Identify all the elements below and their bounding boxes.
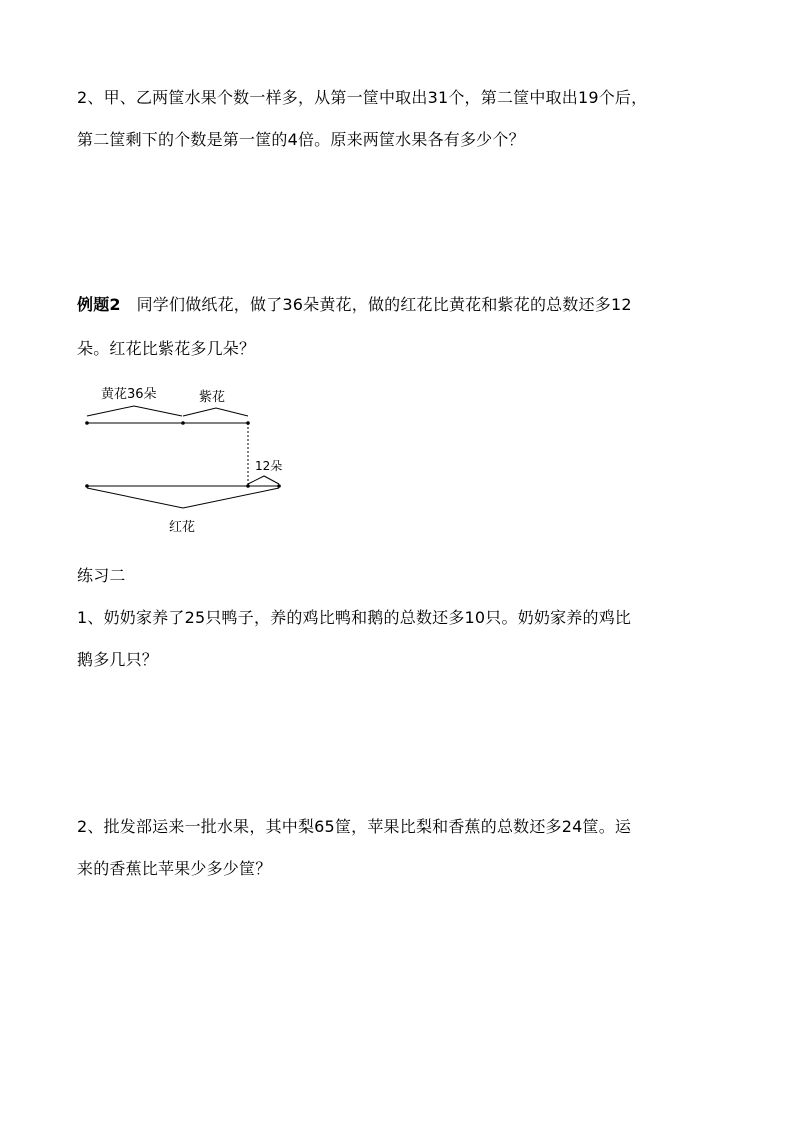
bottom-point-start (85, 484, 89, 488)
example-2-line-2: 朵。红花比紫花多几朵？ (77, 339, 256, 358)
exercise-1-line-2: 鹅多几只？ (77, 650, 159, 669)
example-2-text: 同学们做纸花，做了36朵黄花，做的红花比黄花和紫花的总数还多12 (136, 295, 632, 314)
example-2-label: 例题2 (77, 295, 121, 314)
exercise-1-line-1: 1、奶奶家养了25只鸭子，养的鸡比鸭和鹅的总数还多10只。奶奶家养的鸡比 (77, 608, 632, 627)
label-extra-12: 12朵 (255, 459, 283, 473)
label-yellow-flowers: 黄花36朵 (101, 387, 157, 402)
brace-red (87, 488, 279, 508)
problem-2-line-1: 2、甲、乙两筐水果个数一样多，从第一筐中取出31个，第二筐中取出19个后， (77, 88, 648, 107)
problem-2-line-2: 第二筐剩下的个数是第一筐的4倍。原来两筐水果各有多少个？ (77, 130, 525, 149)
line-segment-diagram (75, 378, 290, 540)
exercise-2-line-2: 来的香蕉比苹果少多少筐？ (77, 859, 272, 878)
label-red-flowers: 红花 (169, 520, 196, 535)
brace-extra (248, 476, 279, 484)
brace-yellow (87, 406, 182, 416)
top-point-middle (181, 421, 185, 425)
bottom-point-end (277, 484, 281, 488)
bottom-point-middle (246, 484, 250, 488)
brace-purple (183, 408, 248, 416)
exercise-2-line-1: 2、批发部运来一批水果，其中梨65筐，苹果比梨和香蕉的总数还多24筐。运 (77, 817, 632, 836)
label-purple-flowers: 紫花 (199, 390, 226, 405)
top-point-start (85, 421, 89, 425)
example-2-line-1 (77, 295, 632, 315)
exercise-2-title: 练习二 (77, 566, 126, 585)
